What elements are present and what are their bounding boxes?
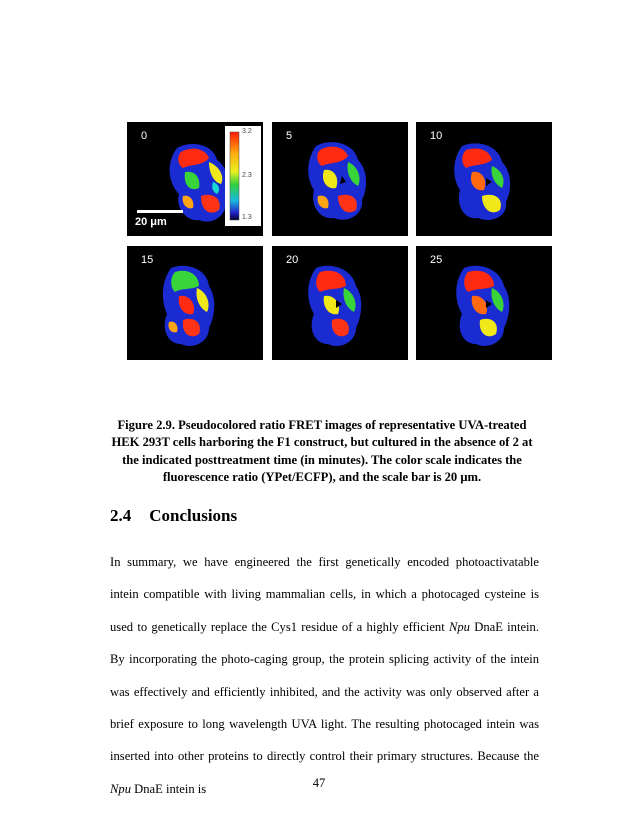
color-scale [225,126,261,226]
paragraph-text: DnaE intein is [131,781,207,796]
figure [0,0,638,400]
figure-caption: Figure 2.9. Pseudocolored ratio FRET images of representative UVA-treated HEK 293T cells harboring the F1 construct, but cultured in the absence of 2 at the indicated posttreatment time (in minutes). The color scale indicates the fluorescence ratio (YPet/ECFP), and the scale bar is 20 μm. [111,418,533,484]
fret-panel [416,122,552,236]
fret-panel [127,122,263,236]
time-label: 20 [286,254,299,266]
time-label: 0 [141,130,148,142]
page-number: 47 [312,776,326,790]
paragraph-text: DnaE intein. By incorporating the photo-caging group, the protein splicing activity of the intein was effectively and efficiently inhibited, and the activity was only observed after a brief exposure to long wavelength UVA light. The resulting photocaged intein was inserted into other proteins to directly control their primary structures. Because the [110,619,539,764]
fret-panel [272,246,408,360]
cell-image [272,122,408,236]
colorbar-min: 1.3 [242,214,252,221]
section-heading [110,506,237,526]
fret-panel [416,246,552,360]
paragraph-text: In summary, we have engineered the first genetically encoded photoactivatable intein compatible with living mammalian cells, in which a photocaged cysteine is used to genetically replace the Cys1 residue of a highly efficient [110,555,539,634]
body-paragraph [110,546,539,805]
time-label: 25 [430,254,443,266]
section-title: Conclusions [149,506,238,525]
time-label: 10 [430,130,443,142]
colorbar-mid: 2.3 [242,172,252,179]
fret-panel [127,246,263,360]
scale-bar-label: 20 μm [135,216,167,228]
scale-bar [137,210,183,213]
time-label: 5 [286,130,293,142]
fret-panel [272,122,408,236]
colorbar-max: 3.2 [242,128,252,135]
species-name: Npu [110,781,131,796]
time-label: 15 [141,254,154,266]
section-number: 2.4 [110,506,132,525]
species-name: Npu [448,619,470,634]
